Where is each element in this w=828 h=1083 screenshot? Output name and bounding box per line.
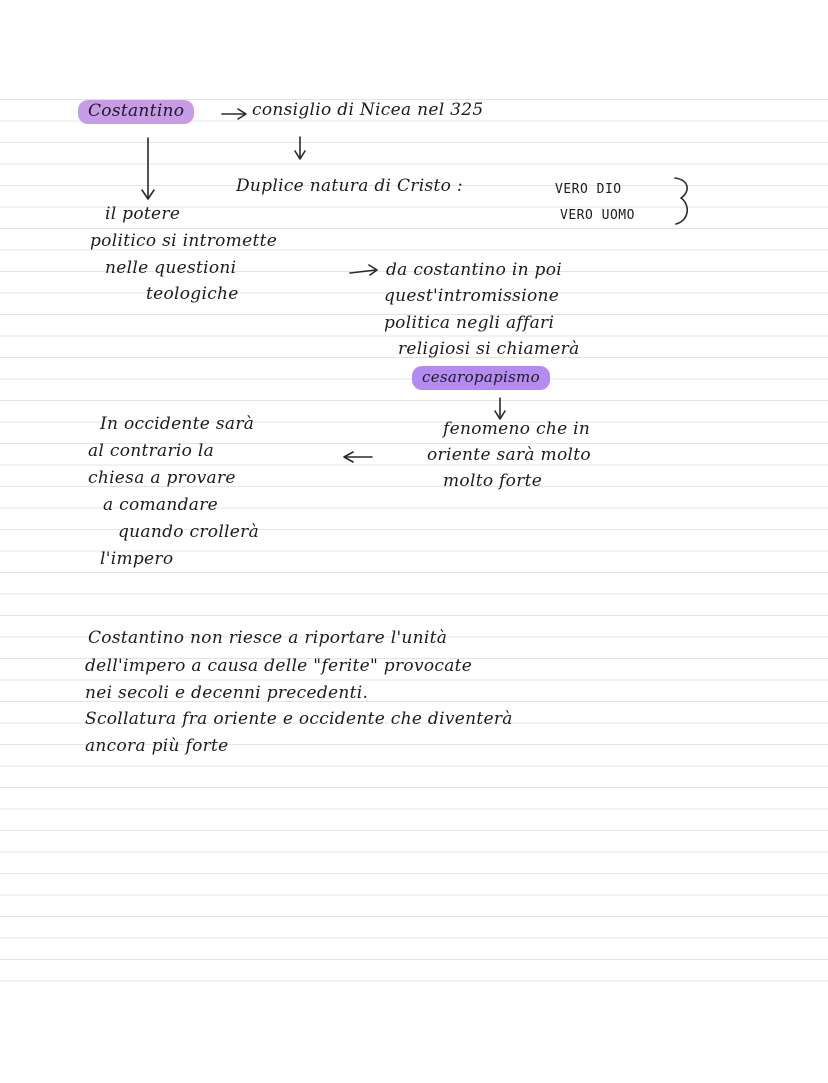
- arrow-down-icon: [295, 137, 305, 159]
- arrow-left-icon: [344, 452, 372, 462]
- heading-costantino: Costantino: [78, 100, 194, 124]
- power-line-1: il potere: [105, 204, 181, 224]
- phenomenon-line-1: fenomeno che in: [443, 419, 591, 439]
- arrow-down-icon: [495, 398, 505, 419]
- from-line-4: religiosi si chiamerà: [398, 339, 580, 359]
- council-text: consiglio di Nicea nel 325: [252, 100, 484, 120]
- summary-line-5: ancora più forte: [85, 736, 229, 756]
- west-line-4: a comandare: [103, 495, 219, 515]
- power-line-4: teologiche: [146, 284, 239, 304]
- west-line-6: l'impero: [100, 549, 174, 569]
- power-line-2: politico si intromette: [90, 231, 278, 251]
- west-line-5: quando crollerà: [118, 522, 260, 542]
- arrow-right-icon: [350, 265, 377, 275]
- summary-line-4: Scollatura fra oriente e occidente che diventerà: [85, 709, 513, 729]
- arrow-down-icon: [142, 138, 154, 199]
- brace-icon: [675, 178, 687, 224]
- summary-line-2: dell'impero a causa delle "ferite" provocate: [85, 656, 473, 676]
- phenomenon-line-3: molto forte: [443, 471, 543, 491]
- phenomenon-line-2: oriente sarà molto: [427, 445, 591, 465]
- summary-line-1: Costantino non riesce a riportare l'unità: [88, 628, 448, 648]
- summary-line-3: nei secoli e decenni precedenti.: [85, 683, 369, 703]
- from-line-3: politica negli affari: [384, 313, 555, 333]
- true-man-text: VERO UOMO: [560, 208, 635, 223]
- nature-text: Duplice natura di Cristo :: [236, 176, 463, 196]
- term-cesaropapismo: cesaropapismo: [412, 366, 550, 390]
- from-line-1: da costantino in poi: [386, 260, 563, 280]
- true-god-text: VERO DIO: [555, 182, 622, 197]
- west-line-3: chiesa a provare: [88, 468, 236, 488]
- west-line-2: al contrario la: [88, 441, 215, 461]
- arrow-right-icon: [222, 109, 246, 119]
- power-line-3: nelle questioni: [105, 258, 237, 278]
- west-line-1: In occidente sarà: [100, 414, 255, 434]
- from-line-2: quest'intromissione: [384, 286, 560, 306]
